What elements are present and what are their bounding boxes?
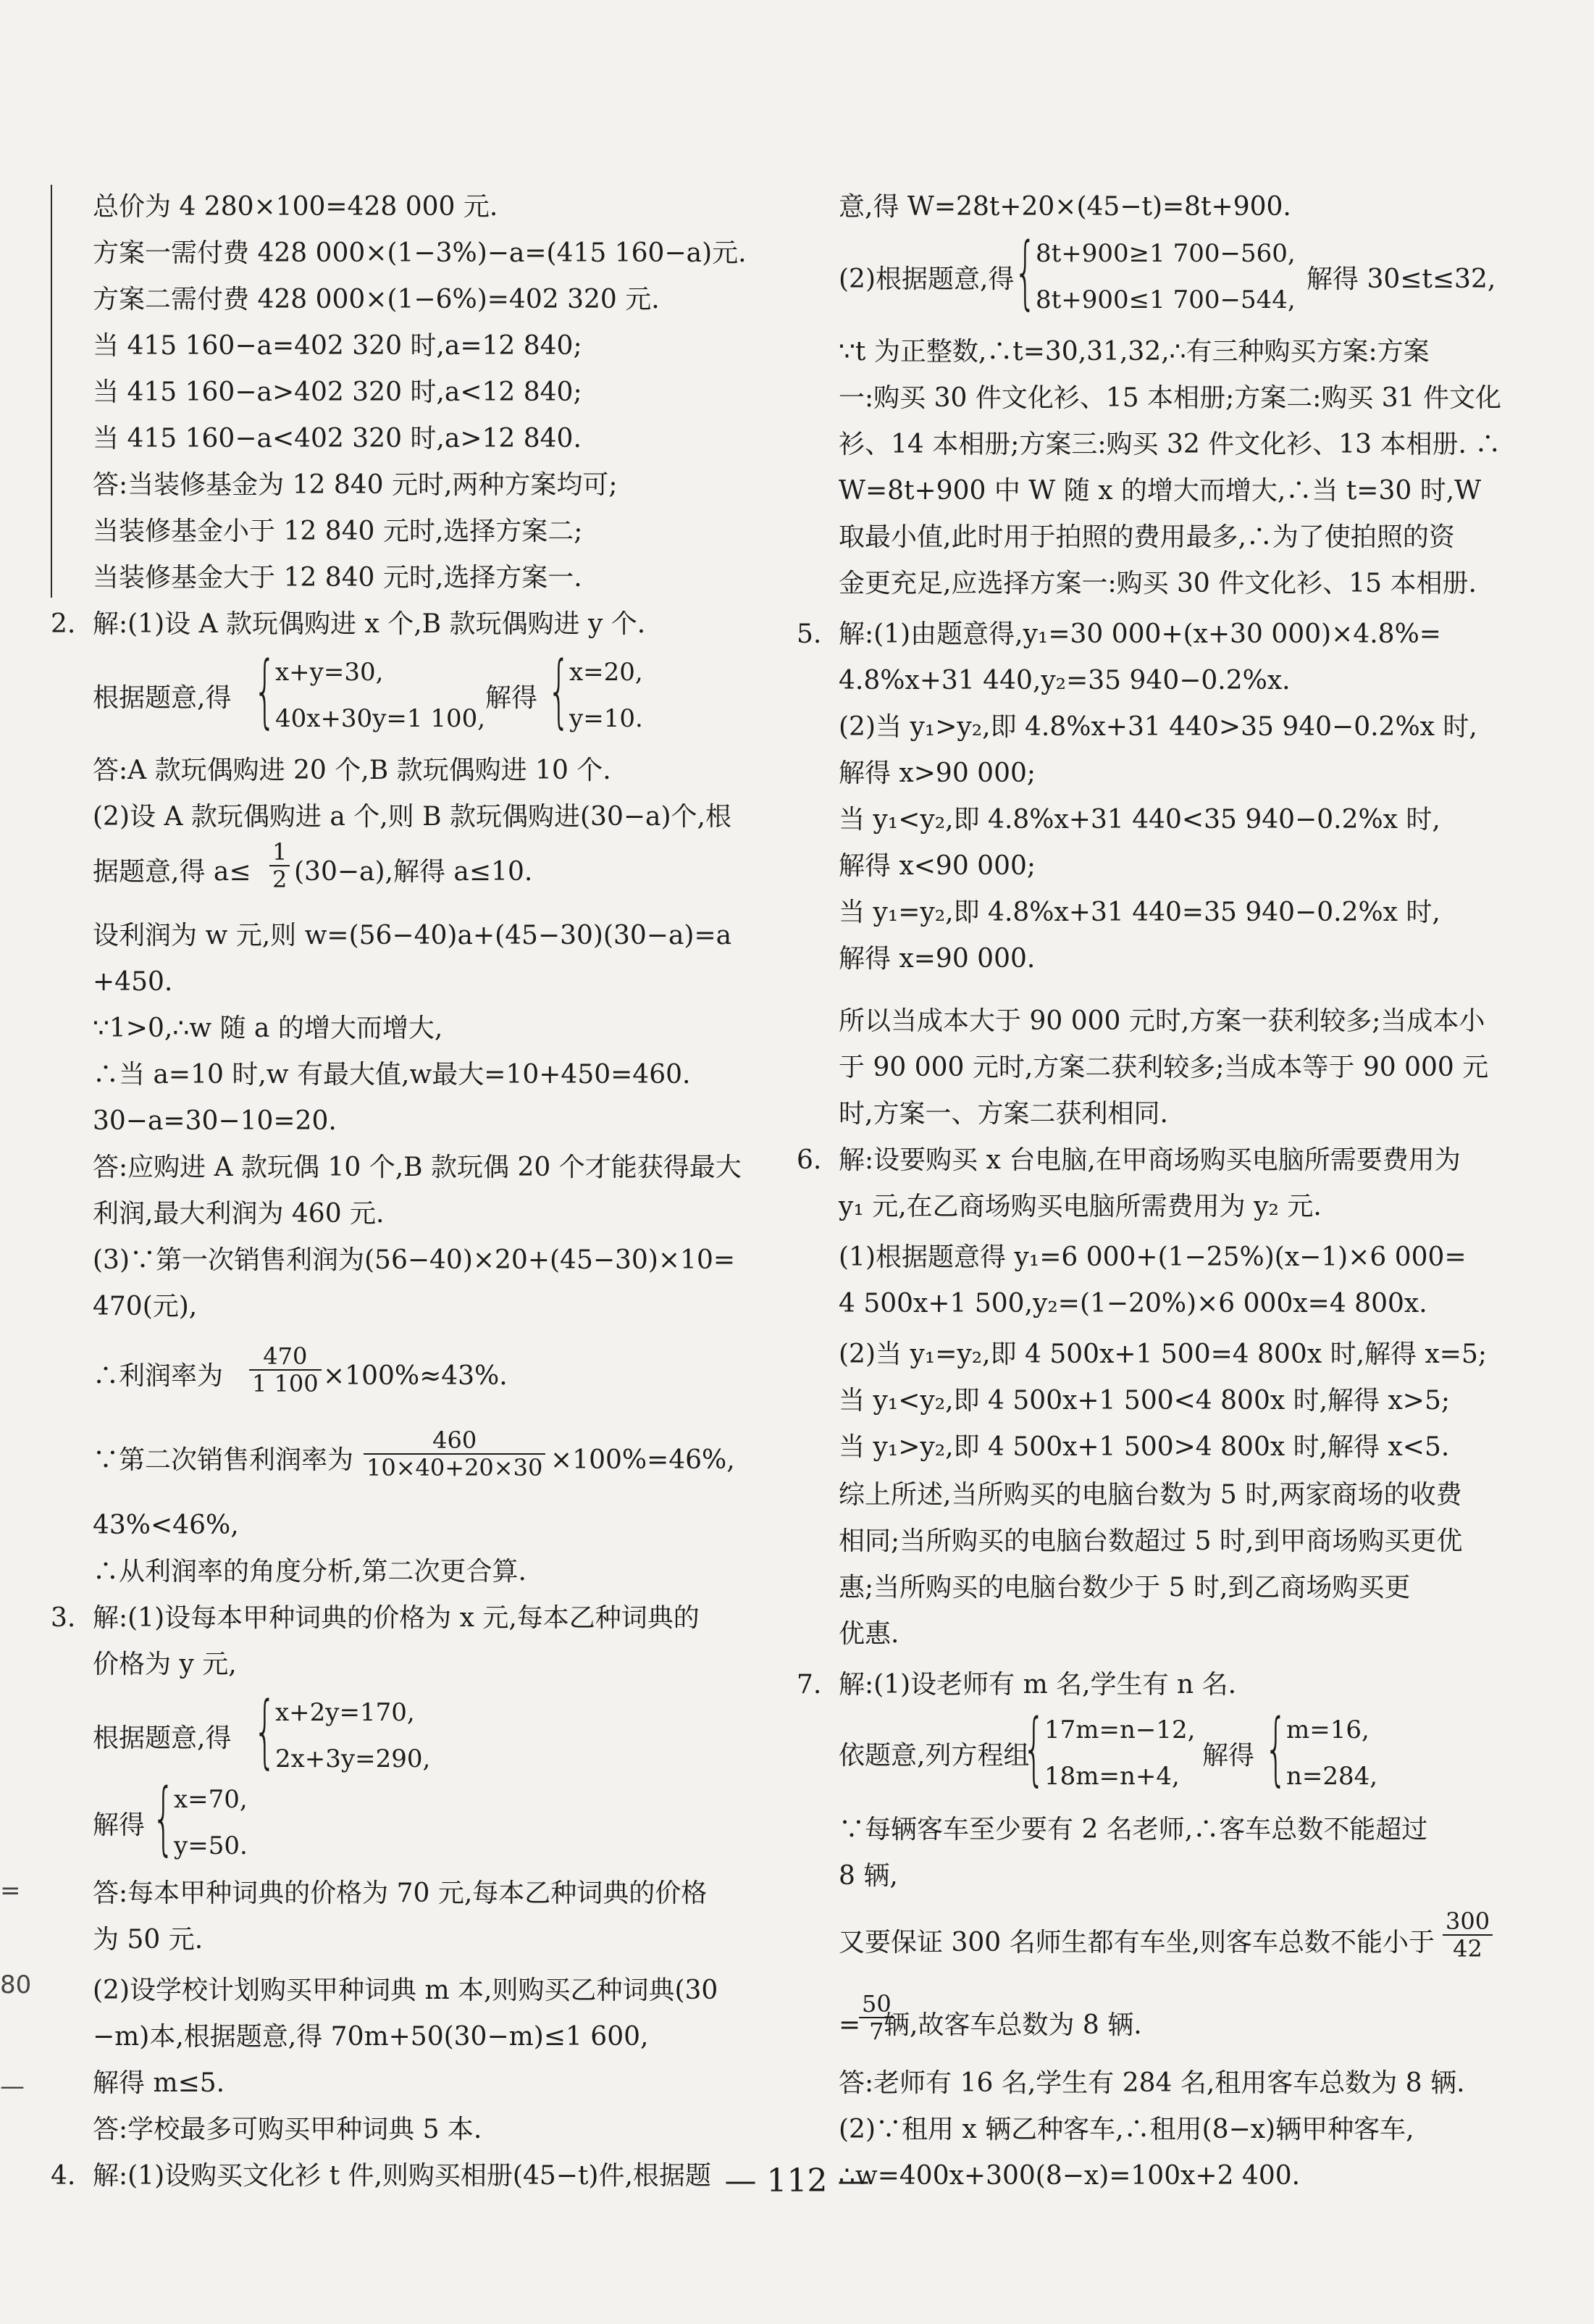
text-line: 当装修基金大于 12 840 元时,选择方案一. — [93, 563, 582, 593]
equation-row: n=284, — [1286, 1762, 1378, 1791]
text-line: 解得 — [93, 1810, 146, 1840]
text-line: 当 y₁=y₂,即 4.8%x+31 440=35 940−0.2%x 时, — [839, 898, 1440, 927]
text-line: 解:(1)设老师有 m 名,学生有 n 名. — [839, 1670, 1237, 1700]
numerator: 50 — [859, 1991, 894, 2018]
text-line: 4 500x+1 500,y₂=(1−20%)×6 000x=4 800x. — [839, 1289, 1427, 1318]
text-line: 当 415 160−a>402 320 时,a<12 840; — [93, 377, 582, 407]
text-line: 设利润为 w 元,则 w=(56−40)a+(45−30)(30−a)=a — [93, 921, 732, 950]
text-line: 解得 — [1202, 1741, 1255, 1771]
text-line: 据题意,得 a≤ — [93, 857, 251, 887]
text-line: 解得 30≤t≤32, — [1306, 264, 1496, 294]
text-line: 于 90 000 元时,方案二获利较多;当成本等于 90 000 元 — [839, 1053, 1489, 1082]
text-line: 当装修基金小于 12 840 元时,选择方案二; — [93, 517, 583, 546]
equation-row: x=20, — [569, 658, 643, 687]
text-line: y₁ 元,在乙商场购买电脑所需费用为 y₂ 元. — [839, 1192, 1322, 1221]
text-line: ∵1>0,∴w 随 a 的增大而增大, — [93, 1013, 443, 1043]
text-line: 依题意,列方程组 — [839, 1741, 1030, 1771]
problem-number: 2. — [51, 609, 76, 639]
fraction — [859, 1991, 894, 2044]
text-line: 答:A 款玩偶购进 20 个,B 款玩偶购进 10 个. — [93, 756, 611, 785]
text-line: 取最小值,此时用于拍照的费用最多,∴为了使拍照的资 — [839, 522, 1455, 552]
brace-symbol: { — [152, 1771, 175, 1864]
text-line: 解得 x>90 000; — [839, 758, 1036, 788]
text-line: 解:(1)设购买文化衫 t 件,则购买相册(45−t)件,根据题 — [93, 2161, 711, 2191]
brace-symbol: { — [1014, 225, 1037, 318]
text-line: 答:当装修基金为 12 840 元时,两种方案均可; — [93, 470, 618, 500]
text-line: 意,得 W=28t+20×(45−t)=8t+900. — [839, 192, 1291, 222]
equals-sign: = — [839, 2010, 861, 2040]
text-line: (2)当 y₁=y₂,即 4 500x+1 500=4 800x 时,解得 x=5; — [839, 1339, 1487, 1369]
text-line: ∵第二次销售利润率为 — [93, 1445, 354, 1475]
denominator: 2 — [272, 866, 288, 893]
text-line: (30−a),解得 a≤10. — [294, 857, 533, 887]
text-line: ∵每辆客车至少要有 2 名老师,∴客车总数不能超过 — [839, 1815, 1428, 1844]
text-line: 相同;当所购买的电脑台数超过 5 时,到甲商场购买更优 — [839, 1526, 1463, 1556]
brace-symbol: { — [548, 644, 571, 737]
text-line: W=8t+900 中 W 随 x 的增大而增大,∴当 t=30 时,W — [839, 476, 1482, 506]
numerator: 460 — [364, 1427, 545, 1455]
margin-mark: = — [0, 1876, 21, 1905]
text-line: 惠;当所购买的电脑台数少于 5 时,到乙商场购买更 — [839, 1573, 1411, 1602]
text-line: −m)本,根据题意,得 70m+50(30−m)≤1 600, — [93, 2022, 649, 2052]
text-line: 一:购买 30 件文化衫、15 本相册;方案二:购买 31 件文化 — [839, 383, 1502, 413]
text-line: 当 415 160−a<402 320 时,a>12 840. — [93, 424, 582, 453]
text-line: 当 y₁>y₂,即 4 500x+1 500>4 800x 时,解得 x<5. — [839, 1432, 1450, 1462]
equation-row: 18m=n+4, — [1044, 1762, 1180, 1791]
equation-row: m=16, — [1286, 1715, 1369, 1744]
brace-symbol: { — [1264, 1702, 1288, 1794]
text-line: 答:应购进 A 款玩偶 10 个,B 款玩偶 20 个才能获得最大 — [93, 1153, 742, 1182]
equation-row: 2x+3y=290, — [275, 1744, 431, 1773]
margin-mark: 80 — [0, 1970, 32, 1999]
text-line: 解:设要购买 x 台电脑,在甲商场购买电脑所需要费用为 — [839, 1145, 1461, 1175]
text-line: ×100%≈43%. — [323, 1361, 508, 1391]
fraction — [269, 839, 290, 893]
equation-row: x+y=30, — [275, 658, 384, 687]
brace-symbol: { — [253, 644, 277, 737]
text-line: 解得 x<90 000; — [839, 851, 1036, 881]
text-line: 8 辆, — [839, 1861, 898, 1891]
equation-row: 40x+30y=1 100, — [275, 704, 486, 733]
text-line: 解得 — [485, 683, 538, 713]
text-line: ∵t 为正整数,∴t=30,31,32,∴有三种购买方案:方案 — [839, 337, 1430, 367]
text-line: 又要保证 300 名师生都有车坐,则客车总数不能小于 — [839, 1928, 1435, 1957]
text-line: 根据题意,得 — [93, 1723, 232, 1753]
text-line: 时,方案一、方案二获利相同. — [839, 1099, 1168, 1129]
text-line: 根据题意,得 — [93, 683, 232, 713]
text-line: 优惠. — [839, 1619, 899, 1649]
column-rule — [51, 185, 52, 598]
text-line: 辆,故客车总数为 8 辆. — [884, 2010, 1142, 2040]
brace-symbol: { — [253, 1684, 277, 1777]
brace-symbol: { — [1023, 1702, 1046, 1794]
text-line: (3)∵第一次销售利润为(56−40)×20+(45−30)×10= — [93, 1245, 736, 1275]
text-line: (2)根据题意,得 — [839, 264, 1015, 294]
text-line: 当 415 160−a=402 320 时,a=12 840; — [93, 331, 582, 361]
equation-row: y=10. — [569, 704, 643, 733]
text-line: 答:老师有 16 名,学生有 284 名,租用客车总数为 8 辆. — [839, 2068, 1465, 2098]
text-line: 30−a=30−10=20. — [93, 1106, 337, 1136]
text-line: 解:(1)设每本甲种词典的价格为 x 元,每本乙种词典的 — [93, 1603, 700, 1633]
denominator: 10×40+20×30 — [366, 1454, 543, 1481]
text-line: 价格为 y 元, — [93, 1650, 237, 1679]
fraction — [364, 1427, 545, 1481]
problem-number: 3. — [51, 1603, 76, 1633]
denominator: 7 — [869, 2018, 884, 2045]
text-line: 4.8%x+31 440,y₂=35 940−0.2%x. — [839, 666, 1291, 695]
page-number: — 112 — — [724, 2162, 870, 2199]
text-line: 解得 x=90 000. — [839, 944, 1036, 974]
text-line: ∴从利润率的角度分析,第二次更合算. — [93, 1557, 527, 1587]
text-line: 解:(1)由题意得,y₁=30 000+(x+30 000)×4.8%= — [839, 619, 1441, 649]
text-line: 解得 m≤5. — [93, 2068, 225, 2098]
text-line: 所以当成本大于 90 000 元时,方案一获利较多;当成本小 — [839, 1006, 1485, 1036]
equation-row: 8t+900≥1 700−560, — [1036, 239, 1296, 268]
equation-row: y=50. — [174, 1831, 248, 1860]
text-line: (2)当 y₁>y₂,即 4.8%x+31 440>35 940−0.2%x 时, — [839, 712, 1477, 742]
text-line: ∴当 a=10 时,w 有最大值,w最大=10+450=460. — [93, 1060, 691, 1090]
text-line: 衫、14 本相册;方案三:购买 32 件文化衫、13 本相册. ∴ — [839, 430, 1501, 459]
margin-mark: — — [0, 2072, 25, 2101]
problem-number: 4. — [51, 2161, 76, 2191]
equation-row: x=70, — [174, 1785, 248, 1814]
text-line: 43%<46%, — [93, 1510, 239, 1540]
text-line: 解:(1)设 A 款玩偶购进 x 个,B 款玩偶购进 y 个. — [93, 609, 646, 639]
text-line: 综上所述,当所购买的电脑台数为 5 时,两家商场的收费 — [839, 1480, 1462, 1510]
equation-row: 17m=n−12, — [1044, 1715, 1196, 1744]
text-line: +450. — [93, 967, 173, 997]
text-line: 为 50 元. — [93, 1925, 204, 1955]
text-line: 答:学校最多可购买甲种词典 5 本. — [93, 2115, 482, 2144]
text-line: 方案二需付费 428 000×(1−6%)=402 320 元. — [93, 285, 660, 314]
equation-row: x+2y=170, — [275, 1698, 415, 1727]
text-line: (2)∵租用 x 辆乙种客车,∴租用(8−x)辆甲种客车, — [839, 2115, 1414, 2144]
text-line: ∴利润率为 — [93, 1361, 224, 1391]
equation-row: 8t+900≤1 700−544, — [1036, 285, 1296, 314]
text-line: 方案一需付费 428 000×(1−3%)−a=(415 160−a)元. — [93, 238, 747, 268]
text-line: (2)设 A 款玩偶购进 a 个,则 B 款玩偶购进(30−a)个,根 — [93, 802, 731, 832]
fraction — [1443, 1908, 1493, 1962]
text-line: (2)设学校计划购买甲种词典 m 本,则购买乙种词典(30 — [93, 1976, 718, 2005]
problem-number: 7. — [797, 1670, 822, 1700]
text-line: 总价为 4 280×100=428 000 元. — [93, 192, 498, 222]
numerator: 300 — [1443, 1908, 1493, 1936]
text-line: ×100%=46%, — [550, 1445, 735, 1475]
problem-number: 5. — [797, 619, 822, 649]
numerator: 1 — [269, 839, 290, 866]
denominator: 1 100 — [252, 1370, 319, 1397]
text-line: 470(元), — [93, 1292, 198, 1321]
numerator: 470 — [249, 1343, 322, 1371]
text-line: 利润,最大利润为 460 元. — [93, 1199, 385, 1229]
text-line: 金更充足,应选择方案一:购买 30 件文化衫、15 本相册. — [839, 569, 1477, 598]
text-line: 当 y₁<y₂,即 4 500x+1 500<4 800x 时,解得 x>5; — [839, 1386, 1450, 1416]
text-line: (1)根据题意得 y₁=6 000+(1−25%)(x−1)×6 000= — [839, 1242, 1467, 1272]
text-line: 当 y₁<y₂,即 4.8%x+31 440<35 940−0.2%x 时, — [839, 805, 1440, 835]
problem-number: 6. — [797, 1145, 822, 1175]
text-line: ∴w=400x+300(8−x)=100x+2 400. — [839, 2161, 1301, 2191]
fraction — [249, 1343, 322, 1397]
denominator: 42 — [1453, 1935, 1482, 1963]
text-line: 答:每本甲种词典的价格为 70 元,每本乙种词典的价格 — [93, 1878, 708, 1908]
